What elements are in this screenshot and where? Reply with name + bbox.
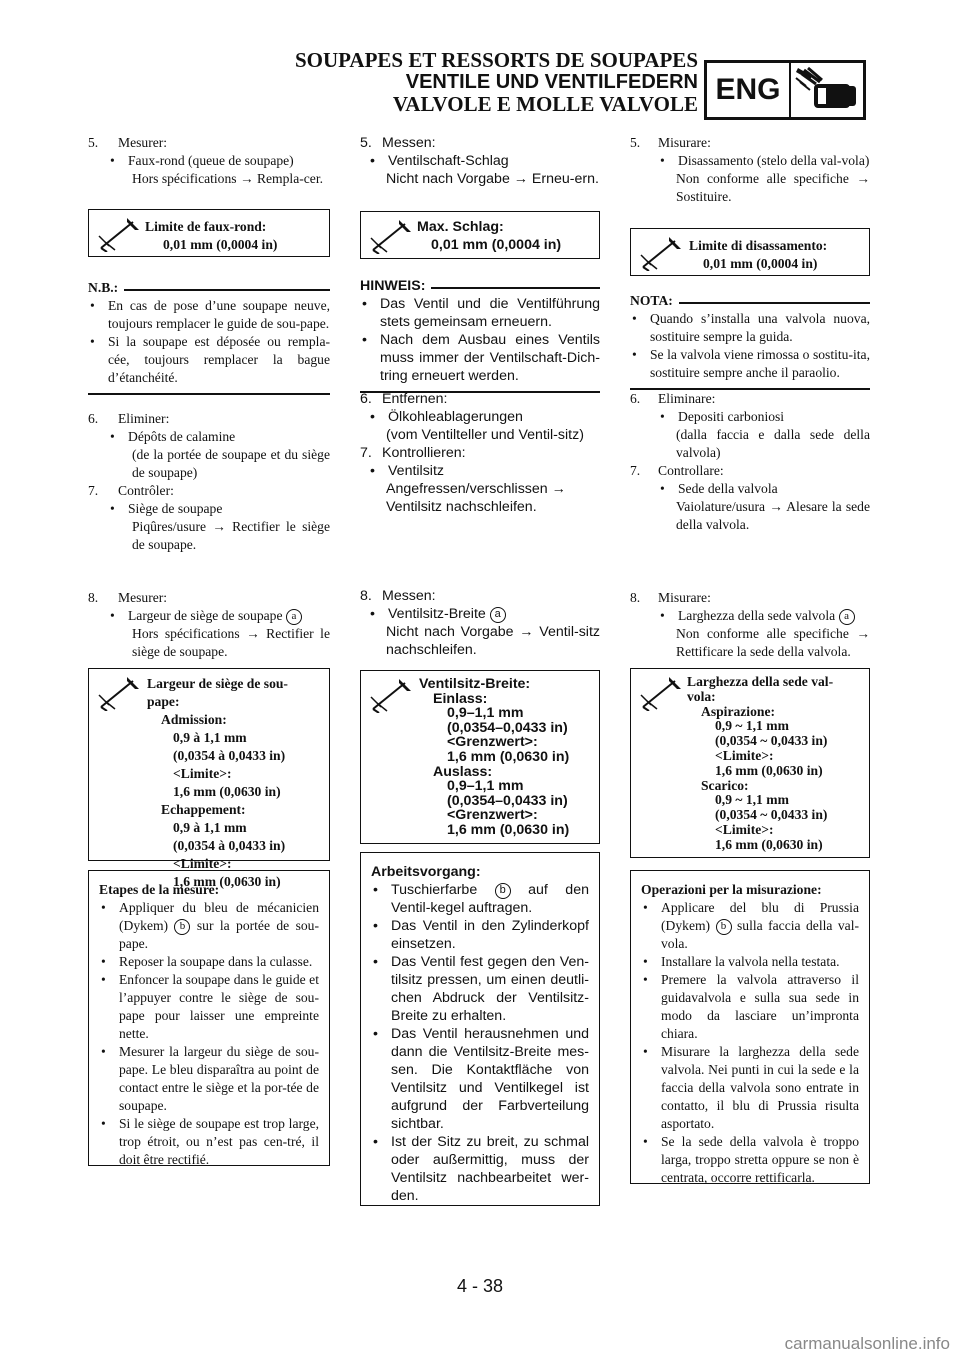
note-item: En cas de pose d’une soupape neuve, toujours remplacer le guide de sou-pape. (108, 298, 330, 331)
mark-a: a (286, 609, 302, 625)
spec-value: 0,9 ~ 1,1 mm (715, 792, 789, 808)
eng-label: ENG (707, 63, 791, 117)
steps-6-7-it: 6. Eliminare: • Depositi carboniosi (dalla faccia e dalla sede della valvola) 7. Controllare: • Sede della valvola Vaiolature/usura → Alesare la sede della valvola. (630, 391, 870, 532)
procedure-step: Premere la valvola attraverso il guidavalvola e sulla sua sede in modo da lasciare un’impronta chiara. (661, 972, 859, 1041)
note-heading: HINWEIS: (360, 278, 426, 294)
step-number: 7. (630, 463, 641, 478)
procedure-step: Applicare del blu di Prussia (Dykem) (661, 900, 859, 933)
step-8-de: 8. Messen: • Ventilsitz-Breite a Nicht nach Vorgabe → Ventil-sitz nachschleifen. (360, 588, 600, 658)
engine-valve-icon (791, 63, 863, 117)
procedure-box-it: Operazioni per la misurazione: • Applicare del blu di Prussia (Dykem) b sulla faccia della val-vola. • Installare la valvola nella testata. • Premere la valvola attraverso il guidavalvola e sulla sua sede in modo da lasciare un’impronta chiara. • Misurare la larghezza della sede valvola. Nei punti in cui la sede e la faccia della valvola sono entrate in contatto, il blu di Prussia risulta asportato. • Se la sede della valvola è troppo larga, troppo stretta oppure se non è centrata, occorre rettificarla. (630, 870, 870, 1184)
step-8-fr: 8. Mesurer: • Largeur de siège de soupape a Hors spécifications → Rectifier le siège de soupape. (88, 590, 330, 659)
step-number: 8. (88, 590, 99, 605)
spec-value: <Grenzwert>: (447, 807, 538, 824)
step-title: Controllare: (658, 463, 724, 478)
note-item: Nach dem Ausbau eines Ventils muss immer der Ventilschaft-Dich-tring erneuert werden. (380, 332, 600, 384)
step-title: Messen: (382, 588, 436, 604)
note-heading: NOTA: (630, 293, 673, 308)
note-item: Si la soupape est déposée ou rempla-cée, toujours remplacer la bague d’étanchéité. (108, 334, 330, 385)
step-detail: (vom Ventilteller und Ventil-sitz) (386, 427, 584, 443)
spec-value: 0,9 ~ 1,1 mm (715, 718, 789, 734)
spec-value: <Limite>: (173, 766, 232, 781)
watermark[interactable]: carmanualsonline.info (784, 1334, 950, 1353)
procedure-step: Ist der Sitz zu breit, zu schmal oder außermittig, muss der Ventilsitz nachbearbeitet wer-den. (391, 1134, 589, 1204)
column-german: 5. Messen: • Ventilschaft-Schlag Nicht nach Vorgabe → Erneu-ern. (360, 135, 599, 187)
spec-value: (0,0354 à 0,0433 in) (173, 748, 286, 763)
step-action: Vaiolature/usura → Alesare la sede della valvola. (676, 499, 870, 532)
spec-value: <Limite>: (715, 821, 774, 837)
step-action: Hors spécifications → Rectifier le siège de soupape. (132, 626, 330, 659)
procedure-box-de: Arbeitsvorgang: • Tuschierfarbe b auf den Ventil-kegel auftragen. • Das Ventil in den Zylinderkopf einsetzen. • Das Ventil fest gegen den Ven-tilsitz pressen, um einen deutli-chen Abdruck der Ventilsitz-Breite zu erhalten. • Das Ventil herausnehmen und dann die Ventilsitz-Breite mes-sen. Die Kontaktfläche von Ventilsitz und Ventilkegel ist aufgrund der Farbverteilung sichtbar. • Ist der Sitz zu breit, zu schmal oder außermittig, muss der Ventilsitz nachbearbeitet wer-den. (360, 852, 600, 1206)
step-title: Eliminer: (118, 411, 170, 426)
spec-value: 1,6 mm (0,0630 in) (173, 784, 281, 799)
spec-value: <Limite>: (715, 747, 774, 763)
step-item: Disassamento (stelo della val-vola) (678, 153, 870, 168)
spec-sub: Admission: (161, 712, 227, 727)
procedure-step: Das Ventil in den Zylinderkopf einsetzen. (391, 918, 589, 952)
step-action: Non conforme alle specifiche → Rettificare la sede della valvola. (676, 626, 870, 659)
note-de: HINWEIS: • Das Ventil und die Ventilführung stets gemeinsam erneuern. • Nach dem Ausbau eines Ventils muss immer der Ventilschaft-Dich-tring erneuert werden. (360, 277, 600, 393)
procedure-step: Si le siège de soupape est trop large, trop étroit, ou n’est pas cen-tré, il doit être rectifié. (119, 1116, 319, 1167)
spec-value: 1,6 mm (0,0630 in) (447, 748, 570, 765)
step-action: Hors spécifications → Rempla-cer. (132, 171, 324, 186)
procedure-step: Enfoncer la soupape dans le guide et l’appuyer contre le siège de sou-pape pour laisser une empreinte nette. (119, 972, 319, 1041)
spec-label: Limite di disassamento: (689, 238, 828, 253)
note-item: Se la valvola viene rimossa o sostitu-ita, sostituire sempre anche il paraolio. (650, 347, 870, 380)
procedure-step-cont: sur la portée de sou-pape. (119, 918, 319, 951)
wrench-icon (369, 218, 413, 254)
step-title: Mesurer: (118, 135, 168, 150)
mark-b: b (716, 919, 732, 935)
step-item: Depositi carboniosi (678, 409, 785, 424)
step-number: 8. (360, 588, 372, 604)
step-number: 8. (630, 590, 641, 605)
note-item: Das Ventil und die Ventilführung stets gemeinsam erneuern. (380, 296, 600, 330)
procedure-step: Se la sede della valvola è troppo larga, troppo stretta oppure se non è centrata, occorre rettificarla. (661, 1134, 859, 1185)
spec-value: (0,0354 à 0,0433 in) (173, 838, 286, 853)
spec-sub: Scarico: (701, 777, 749, 793)
wrench-icon (639, 675, 683, 711)
mark-b: b (495, 883, 511, 899)
spec-value: 1,6 mm (0,0630 in) (715, 762, 823, 778)
step-number: 7. (360, 445, 372, 461)
procedure-step: Reposer la soupape dans la culasse. (119, 954, 313, 969)
note-heading: N.B.: (88, 280, 119, 295)
step-title: Kontrollieren: (382, 445, 466, 461)
step-action: Nicht nach Vorgabe → Erneu-ern. (386, 171, 599, 187)
spec-label: Limite de faux-rond: (145, 219, 267, 234)
step-item: Dépôts de calamine (128, 429, 236, 444)
steps-6-7-fr: 6. Eliminer: • Dépôts de calamine (de la portée de soupape et du siège de soupape) 7. Contrôler: • Siège de soupape Piqûres/usure → Rectifier le siège de soupape. (88, 411, 330, 552)
note-it: NOTA: • Quando s’installa una valvola nuova, sostituire sempre la guida. • Se la valvola viene rimossa o sostitu-ita, sostituire sempre anche il paraolio. (630, 292, 870, 390)
note-fr: N.B.: • En cas de pose d’une soupape neuve, toujours remplacer le guide de sou-pape. • Si la soupape est déposée ou rempla-cée, toujours remplacer la bague d’étanchéité. (88, 279, 330, 395)
spec-box-seat-width-it (630, 668, 870, 858)
step-number: 6. (360, 391, 372, 407)
step-item: Larghezza della sede valvola (678, 608, 836, 623)
spec-value: (0,0354 ~ 0,0433 in) (715, 807, 828, 823)
spec-value: 1,6 mm (0,0630 in) (173, 874, 281, 889)
spec-value: 0,9 à 1,1 mm (173, 730, 247, 745)
mark-a: a (490, 607, 506, 623)
spec-sub: Einlass: (433, 690, 488, 707)
spec-value: 0,9–1,1 mm (447, 705, 524, 722)
procedure-step-cont: auf den Ventil-kegel auftragen. (391, 882, 589, 916)
step-number: 5. (630, 135, 641, 150)
spec-label: Ventilsitz-Breite: (419, 676, 531, 692)
wrench-icon (97, 216, 141, 252)
step-action: Non conforme alle specifiche → Sostituire. (676, 171, 870, 204)
step-number: 5. (88, 135, 99, 150)
step-title: Eliminare: (658, 391, 716, 406)
spec-value: 0,9 à 1,1 mm (173, 820, 247, 835)
procedure-step: Mesurer la largeur du siège de sou-pape. Le bleu disparaîtra au point de contact entre le siège et la por-tée de soupape. (119, 1044, 319, 1113)
header-title-fr: SOUPAPES ET RESSORTS DE SOUPAPES (294, 48, 698, 72)
procedure-step-cont: sulla faccia della val-vola. (661, 918, 859, 951)
step-item: Ventilsitz (388, 463, 444, 479)
step-number: 7. (88, 483, 99, 498)
spec-label: Max. Schlag: (417, 219, 504, 235)
procedure-step: Das Ventil herausnehmen und dann die Ventilsitz-Breite mes-sen. Die Kontaktfläche von Ventilsitz und Ventilkegel ist aufgrund der Farbverteilung sichtbar. (391, 1026, 589, 1132)
step-item: Siège de soupape (128, 501, 223, 516)
spec-value: (0,0354–0,0433 in) (447, 719, 568, 736)
step-title: Messen: (382, 135, 436, 151)
page-number: 4 - 38 (456, 1276, 504, 1296)
step-action: Angefressen/verschlissen → Ventilsitz nachschleifen. (386, 481, 566, 515)
step-item: Ölkohleablagerungen (388, 409, 523, 425)
spec-sub: Echappement: (161, 802, 246, 817)
mark-b: b (174, 919, 190, 935)
step-number: 6. (88, 411, 99, 426)
step-item: Ventilsitz-Breite (388, 606, 486, 622)
procedure-heading: Operazioni per la misurazione: (641, 882, 822, 897)
step-title: Entfernen: (382, 391, 448, 407)
wrench-icon (639, 235, 683, 271)
step-title: Misurare: (658, 590, 711, 605)
step-number: 5. (360, 135, 372, 151)
spec-value: 0,9–1,1 mm (447, 778, 524, 795)
spec-sub: Aspirazione: (701, 703, 776, 719)
spec-box-runout-de (360, 211, 600, 259)
spec-sub: Auslass: (433, 763, 493, 780)
spec-value: 1,6 mm (0,0630 in) (715, 836, 823, 852)
step-number: 6. (630, 391, 641, 406)
spec-label: Larghezza della sede val- (687, 674, 834, 689)
mark-a: a (839, 609, 855, 625)
step-detail: (dalla faccia e dalla sede della valvola) (676, 427, 870, 460)
section-badge (704, 60, 866, 120)
step-title: Misurare: (658, 135, 711, 150)
procedure-step: Appliquer du bleu de mécanicien (Dykem) (119, 900, 319, 933)
step-item: Largeur de siège de soupape (128, 608, 283, 623)
spec-box-seat-width-fr (88, 668, 330, 889)
spec-label: Largeur de siège de sou- (147, 676, 288, 691)
procedure-box-fr: Etapes de la mesure: • Appliquer du bleu de mécanicien (Dykem) b sur la portée de sou-pape. • Reposer la soupape dans la culasse. • Enfoncer la soupape dans le guide et l’appuyer contre le siège de sou-pape pour laisser une empreinte nette. • Mesurer la largeur du siège de sou-pape. Le bleu disparaîtra au point de contact entre le siège et la por-tée de soupape. • Si le siège de soupape est trop large, trop étroit, ou n’est pas cen-tré, il doit être rectifié. (88, 870, 330, 1166)
wrench-icon (369, 677, 413, 713)
spec-value: 0,01 mm (0,0004 in) (163, 237, 278, 252)
spec-box-runout-fr (88, 209, 330, 257)
spec-box-seat-width-de (360, 670, 600, 844)
wrench-icon (97, 675, 141, 711)
procedure-step: Das Ventil fest gegen den Ven-tilsitz pressen, um einen deutli-chen Abdruck der Ventilsitz-Breite zu erhalten. (391, 954, 589, 1024)
procedure-step: Installare la valvola nella testata. (661, 954, 840, 969)
step-title: Contrôler: (118, 483, 174, 498)
spec-value: <Limite>: (173, 856, 232, 871)
step-item: Ventilschaft-Schlag (388, 153, 509, 169)
step-detail: (de la portée de soupape et du siège de soupape) (132, 447, 330, 480)
step-action: Piqûres/usure → Rectifier le siège de soupape. (132, 519, 330, 552)
procedure-heading: Etapes de la mesure: (99, 882, 220, 897)
steps-6-7-de: 6. Entfernen: • Ölkohleablagerungen (vom Ventilteller und Ventil-sitz) 7. Kontrollieren: • Ventilsitz Angefressen/verschlissen → Ventilsitz nachschleifen. (360, 390, 600, 516)
procedure-heading: Arbeitsvorgang: (371, 864, 481, 880)
spec-value: 0,01 mm (0,0004 in) (431, 237, 562, 253)
header-title-it: VALVOLE E MOLLE VALVOLE (392, 92, 698, 116)
header-title-de: VENTILE UND VENTILFEDERN (405, 71, 698, 93)
spec-value: 1,6 mm (0,0630 in) (447, 821, 570, 838)
procedure-step: Tuschierfarbe (391, 882, 478, 898)
spec-value: (0,0354–0,0433 in) (447, 792, 568, 809)
spec-label: pape: (147, 694, 180, 709)
spec-label: vola: (687, 688, 716, 704)
step-item: Faux-rond (queue de soupape) (128, 153, 294, 168)
spec-value: (0,0354 ~ 0,0433 in) (715, 733, 828, 749)
column-italian: 5. Misurare: • Disassamento (stelo della val-vola) Non conforme alle specifiche → Sostituire. (630, 135, 870, 204)
step-8-it: 8. Misurare: • Larghezza della sede valvola a Non conforme alle specifiche → Rettificare la sede della valvola. (630, 590, 870, 659)
step-title: Mesurer: (118, 590, 168, 605)
spec-value: 0,01 mm (0,0004 in) (703, 256, 818, 271)
spec-value: <Grenzwert>: (447, 734, 538, 751)
note-item: Quando s’installa una valvola nuova, sostituire sempre la guida. (650, 311, 870, 344)
step-action: Nicht nach Vorgabe → Ventil-sitz nachschleifen. (386, 624, 600, 658)
step-item: Sede della valvola (678, 481, 778, 496)
column-french: 5. Mesurer: • Faux-rond (queue de soupape) Hors spécifications → Rempla-cer. (88, 134, 330, 188)
spec-box-runout-it (630, 228, 870, 276)
procedure-step: Misurare la larghezza della sede valvola. Nei punti in cui la sede e la faccia della valvola sono entrate in contatto, il blu di Prussia risulta asportato. (661, 1044, 859, 1131)
